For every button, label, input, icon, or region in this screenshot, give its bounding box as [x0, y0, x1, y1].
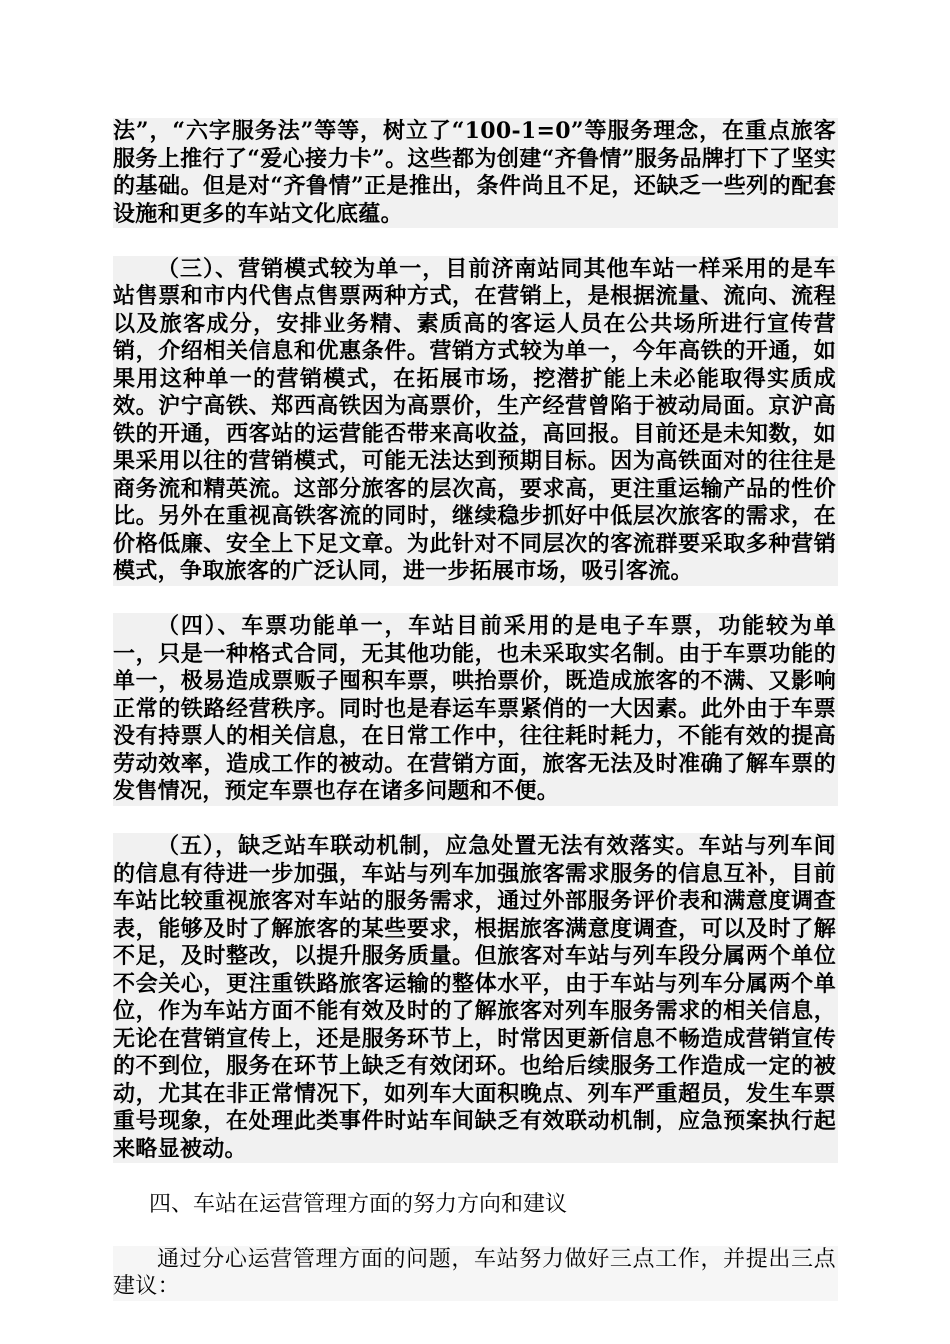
- section-heading: 四、车站在运营管理方面的努力方向和建议: [113, 1191, 838, 1219]
- paragraph-gap: [113, 806, 838, 834]
- paragraph-linkage-mechanism: （五），缺乏站车联动机制，应急处置无法有效落实。车站与列车间的信息有待进一步加强，车站与列车加强旅客需求服务的信息互补，目前车站比较重视旅客对车站的服务需求，通过外部服务评价表和满意度调查表，能够及时了解旅客的某些要求，根据旅客满意度调查，可以及时了解不足，及时整改，以提升服务质量。但旅客对车站与列车段分属两个单位不会关心，更注重铁路旅客运输的整体水平，由于车站与列车分属两个单位，作为车站方面不能有效及时的了解旅客对列车服务需求的相关信息，无论在营销宣传上，还是服务环节上，时常因更新信息不畅造成营销宣传的不到位，服务在环节上缺乏有效闭环。也给后续服务工作造成一定的被动，尤其在非正常情况下，如列车大面积晚点、列车严重超员，发生车票重号现象，在处理此类事件时站车间缺乏有效联动机制，应急预案执行起来略显被动。: [113, 833, 836, 1162]
- paragraph-ticket-function: （四）、车票功能单一，车站目前采用的是电子车票，功能较为单一，只是一种格式合同，无其他功能，也未采取实名制。由于车票功能的单一，极易造成票贩子囤积车票，哄抬票价，既造成旅客的不满、又影响正常的铁路经营秩序。同时也是春运车票紧俏的一大因素。此外由于车票没有持票人的相关信息，在日常工作中，往往耗时耗力，不能有效的提高劳动效率，造成工作的被动。在营销方面，旅客无法及时准确了解车票的发售情况，预定车票也存在诸多问题和不便。: [113, 613, 836, 804]
- paragraph-service-brand: 法”，“六字服务法”等等，树立了“100-1=0”等服务理念，在重点旅客服务上推行了“爱心接力卡”。这些都为创建“齐鲁情”服务品牌打下了坚实的基础。但是对“齐鲁情”正是推出，条件尚且不足，还缺乏一些列的配套设施和更多的车站文化底蕴。: [113, 118, 836, 227]
- paragraph-marketing-model: （三）、营销模式较为单一，目前济南站同其他车站一样采用的是车站售票和市内代售点售票两种方式，在营销上，是根据流量、流向、流程以及旅客成分，安排业务精、素质高的客运人员在公共场所进行宣传营销，介绍相关信息和优惠条件。营销方式较为单一，今年高铁的开通，如果用这种单一的营销模式，在拓展市场，挖潜扩能上未必能取得实质成效。沪宁高铁、郑西高铁因为高票价，生产经营曾陷于被动局面。京沪高铁的开通，西客站的运营能否带来高收益，高回报。目前还是未知数，如果采用以往的营销模式，可能无法达到预期目标。因为高铁面对的往往是商务流和精英流。这部分旅客的层次高，要求高，更注重运输产品的性价比。另外在重视高铁客流的同时，继续稳步抓好中低层次旅客的需求，在价格低廉、安全上下足文章。为此针对不同层次的客流群要采取多种营销模式，争取旅客的广泛认同，进一步拓展市场，吸引客流。: [113, 255, 836, 584]
- paragraph-closing: 通过分心运营管理方面的问题，车站努力做好三点工作，并提出三点建议：: [113, 1246, 836, 1299]
- paragraph-gap: [113, 228, 838, 256]
- document-page: [113, 118, 838, 1301]
- paragraph-gap: [113, 1218, 838, 1246]
- paragraph-gap: [113, 1163, 838, 1191]
- paragraph-gap: [113, 586, 838, 614]
